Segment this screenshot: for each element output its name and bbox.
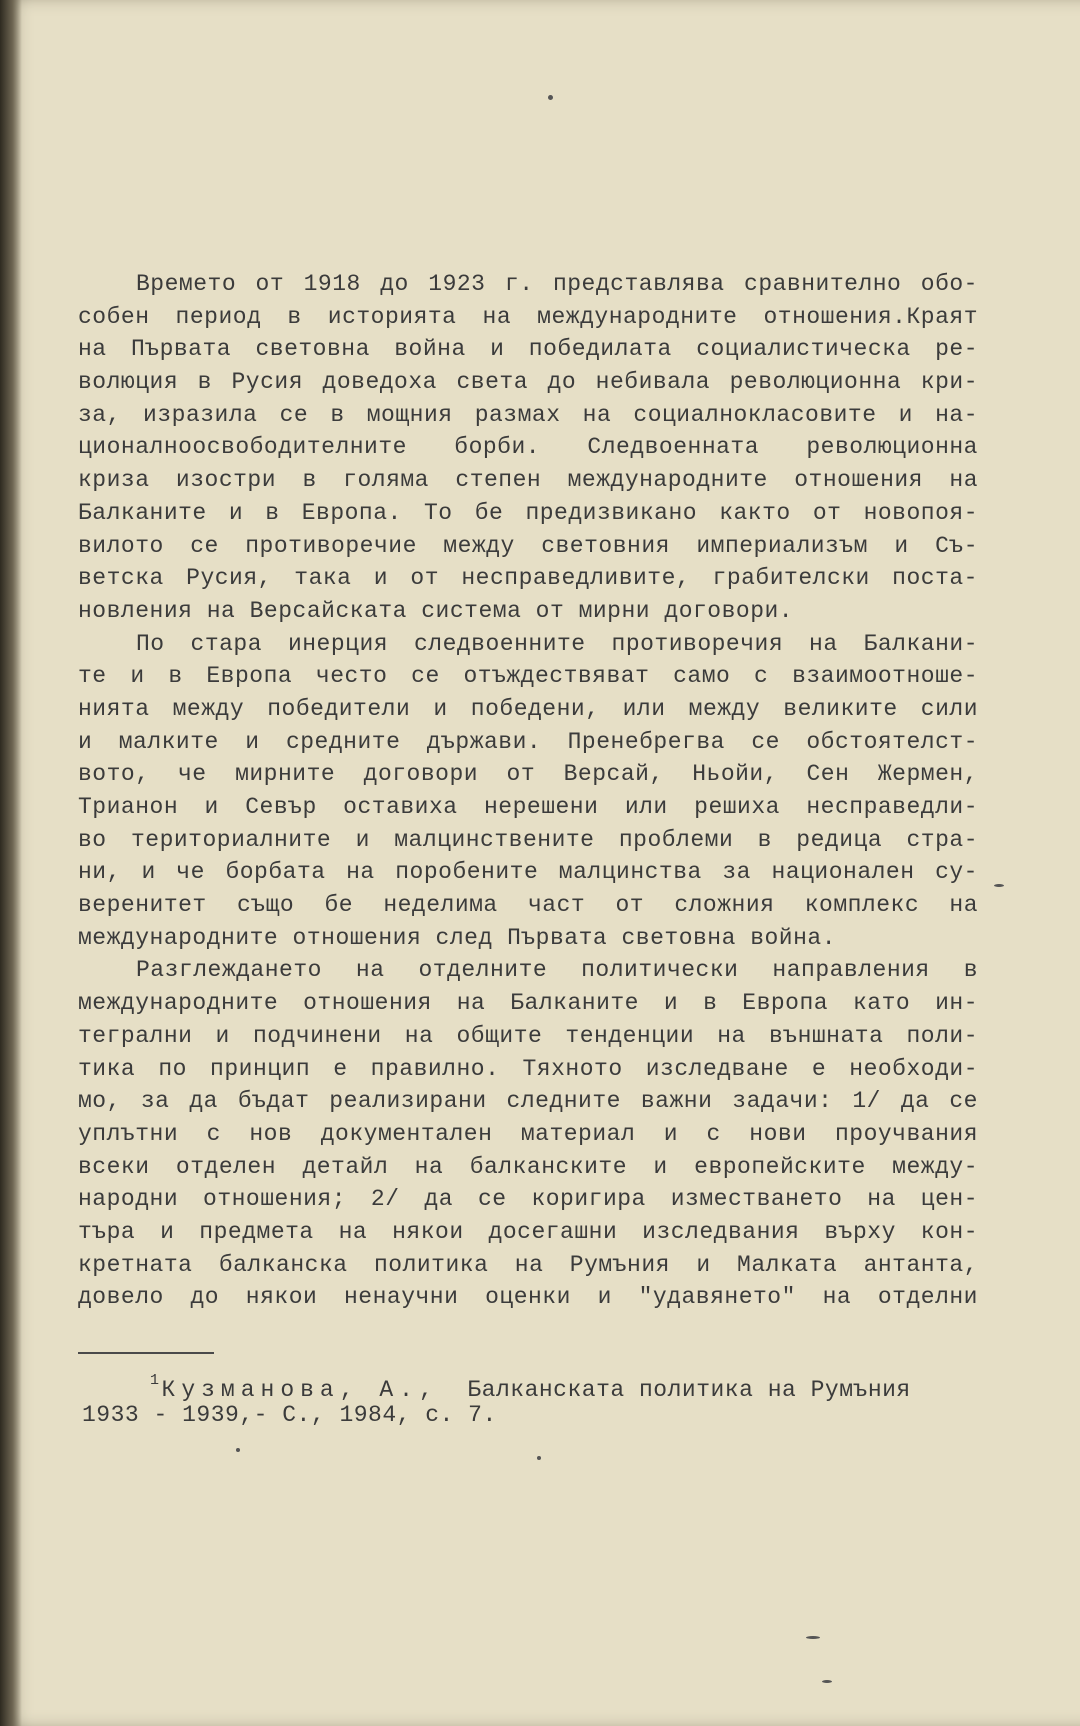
- text-line: По стара инерция следвоенните противоречия на Балкани-: [136, 630, 978, 657]
- text-line: ветска Русия, така и от несправедливите, грабителски поста-: [78, 565, 978, 592]
- text-line: нията между победители и победени, или между великите сили: [78, 695, 978, 722]
- footnote-author: Кузманова, А.,: [161, 1377, 439, 1403]
- text-line: тика по принцип е правилно. Тяхното изследване е необходи-: [78, 1055, 978, 1082]
- text-line: веренитет също бе неделима част от сложния комплекс на: [78, 892, 978, 919]
- footnote-line: 1933 - 1939,- С., 1984, с. 7.: [82, 1402, 497, 1428]
- footnote-marker: 1: [150, 1372, 160, 1389]
- text-line: и малките и средните държави. Пренебрегва се обстоятелст-: [78, 728, 978, 755]
- scan-speck: [806, 1636, 820, 1639]
- text-line: народни отношения; 2/ да се коригира изместването на цен-: [78, 1186, 978, 1213]
- text-line: всеки отделен детайл на балканските и европейските между-: [78, 1153, 978, 1180]
- text-line: кретната балканска политика на Румъния и Малката антанта,: [78, 1251, 978, 1278]
- text-line: криза изостри в голяма степен международните отношения на: [78, 467, 978, 494]
- text-line: международните отношения след Първата световна война.: [78, 924, 837, 951]
- scan-speck: [994, 884, 1004, 887]
- scan-speck: [236, 1448, 240, 1452]
- text-line: довело до някои ненаучни оценки и "удавянето" на отделни: [78, 1284, 978, 1311]
- text-line: во териториалните и малцинствените проблеми в редица стра-: [78, 826, 978, 853]
- body-text: [78, 268, 978, 1314]
- scan-speck: [822, 1680, 832, 1683]
- text-line: волюция в Русия доведоха света до небивала революционна кри-: [78, 369, 978, 396]
- book-spine-shadow: [0, 0, 22, 1726]
- text-line: за, изразила се в мощния размах на социалнокласовите и на-: [78, 401, 978, 428]
- text-line: те и в Европа често се отъждествяват само с взаимоотноше-: [78, 663, 978, 690]
- text-line: вото, че мирните договори от Версай, Ньойи, Сен Жермен,: [78, 761, 978, 788]
- text-line: на Първата световна война и победилата социалистическа ре-: [78, 336, 978, 363]
- text-line: новления на Версайската система от мирни договори.: [78, 597, 794, 624]
- text-line: Времето от 1918 до 1923 г. представлява сравнително обо-: [136, 271, 978, 297]
- scan-speck: [548, 95, 553, 100]
- text-line: ционалноосвободителните борби. Следвоенната революционна: [78, 434, 978, 461]
- text-line: уплътни с нов документален материал и с нови проучвания: [78, 1120, 978, 1147]
- text-line: търа и предмета на някои досегашни изследвания върху кон-: [78, 1218, 978, 1245]
- text-line: Разглеждането на отделните политически направления в: [136, 957, 978, 984]
- footnote-title: Балканската политика на Румъния: [467, 1377, 911, 1403]
- text-line: Балканите и в Европа. То бе предизвикано както от новопоя-: [78, 499, 978, 526]
- footnote-line: [82, 1364, 942, 1403]
- text-line: тегрални и подчинени на общите тенденции на външната поли-: [78, 1022, 978, 1049]
- text-line: мо, за да бъдат реализирани следните важни задачи: 1/ да се: [78, 1088, 978, 1115]
- text-line: ни, и че борбата на поробените малцинства за национален су-: [78, 859, 978, 886]
- footnote: [82, 1364, 942, 1432]
- text-line: вилото се противоречие между световния империализъм и Съ-: [78, 532, 978, 559]
- footnote-separator: [78, 1352, 214, 1354]
- text-line: собен период в историята на международните отношения.Краят: [78, 303, 978, 330]
- scan-speck: [537, 1456, 541, 1460]
- text-line: Трианон и Севър оставиха нерешени или решиха несправедли-: [78, 794, 978, 820]
- text-line: международните отношения на Балканите и в Европа като ин-: [78, 990, 978, 1017]
